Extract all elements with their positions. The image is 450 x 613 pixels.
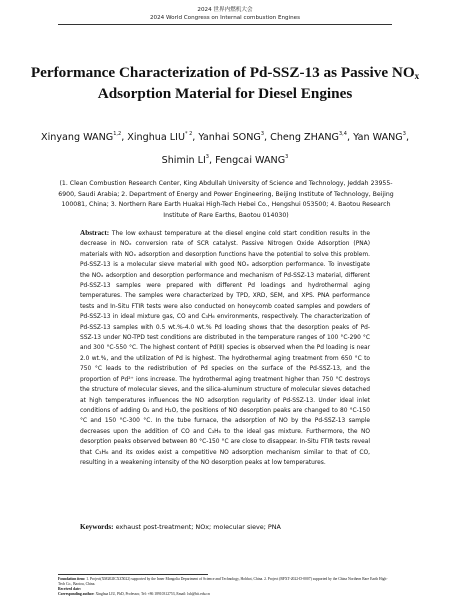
author-name: Shimin LI xyxy=(161,155,206,166)
author-list xyxy=(20,126,430,172)
keywords xyxy=(80,522,370,532)
author-affiliation-mark: 3 xyxy=(285,154,289,160)
author-name: Yan WANG xyxy=(353,132,403,143)
paper-title xyxy=(30,62,420,104)
author-affiliation-mark: 3 xyxy=(402,131,406,137)
conference-header xyxy=(0,6,450,22)
header-divider xyxy=(58,24,392,25)
abstract-label: Abstract: xyxy=(80,229,110,237)
author-affiliation-mark: 3 xyxy=(205,154,209,160)
abstract-text: The low exhaust temperature at the diesel engine cold start condition results in the decrease in NOₓ conversion rate of SCR catalyst. Passive Nitrogen Oxide Adsorption (PNA) materials with NOₓ adsorption and desorption functions have the potential to solve this problem. Pd-SSZ-13 is a molecular sieve material with good NOₓ adsorption performance. To investigate the NOₓ adsorption and desorption performance and mechanism of Pd-SSZ-13 material, different Pd-SSZ-13 samples were prepared with different Pd loadings and hydrothermal aging temperatures. The samples were characterized by TPD, XRD, SEM, and XPS. PNA performance tests and In-Situ FTIR tests were also conducted on honeycomb coated samples and powders of Pd-SSZ-13 in ideal mixture gas, CO and C₃H₆ environments, respectively. The characterization of Pd-SSZ-13 samples with 0.5 wt.%-4.0 wt.% Pd loading shows that the desorption peaks of Pd-SSZ-13 under NO-TPD test conditions are distributed in the temperature ranges of 100 °C-290 °C and 300 °C-550 °C. The highest content of Pd(Ⅱ) species is observed when the Pd loading is near 2.0 wt.%, and the utilization of Pd is highest. The hydrothermal aging treatment from 650 °C to 750 °C leads to the redistribution of Pd species on the surface of the Pd-SSZ-13, and the proportion of Pd²⁺ ions increase. The hydrothermal aging treatment higher than 750 °C destroys the structure of molecular sieves, and the silica-aluminum structure of molecular sieves detached at high temperatures influences the NO adsorption regularity of Pd-SSZ-13. Under ideal inlet conditions of adding O₂ and H₂O, the positions of NO desorption peaks are changed to 80 °C-150 °C and 150 °C-300 °C. In the tube furnace, the adsorption of NO by the Pd-SSZ-13 sample decreases upon the addition of CO and C₃H₆ to the ideal gas mixture. Furthermore, the NO desorption peaks observed between 80 °C-150 °C are close to disappear. In-Situ FTIR tests reveal that C₃H₆ and its oxides exist a competitive NO adsorption mechanism similar to that of CO, resulting in a weakening intensity of the NO desorption peaks at low temperatures. xyxy=(80,231,371,466)
foundation-item xyxy=(58,577,394,587)
author-name: Cheng ZHANG xyxy=(270,132,339,143)
author-name: Xinyang WANG xyxy=(41,132,114,143)
title-line-1 xyxy=(30,62,420,83)
title-line-1-text: Performance Characterization of Pd-SSZ-13 as Passive NO xyxy=(30,64,415,81)
author-affiliation-mark: 3 xyxy=(260,131,265,137)
author-affiliation-mark: 1,2 xyxy=(113,131,122,137)
foundation-label: Foundation item: xyxy=(58,577,86,581)
title-subscript: x xyxy=(414,71,420,81)
author-affiliation-mark: * 2 xyxy=(185,131,193,137)
conference-header-english: 2024 World Congress on Internal combustion Engines xyxy=(149,15,301,21)
footnote-divider xyxy=(58,574,208,575)
author-line-2: Shimin $LI^3$, Fengcai WANG$^3$ xyxy=(161,154,289,166)
keywords-text: exhaust post-treatment; NOx; molecular sieve; PNA xyxy=(115,523,281,531)
author-name: Yanhai SONG xyxy=(198,132,261,143)
corresponding-label: Corresponding author: xyxy=(58,592,95,597)
corresponding-author xyxy=(58,592,394,597)
keywords-label: Keywords: xyxy=(80,523,114,531)
corresponding-text: Xinghua LIU, PhD, Professor, Tel: +86 18910312753, Email: lxh@bit.edu.cn xyxy=(95,592,210,597)
author-name: Xinghua LIU xyxy=(127,132,185,143)
conference-header-chinese: 2024 世界内燃机大会 xyxy=(197,7,253,13)
foundation-text: 1. Project(XM202ICXZ5022) supported by the Inner Mongolia Department of Science and Technology, Hohhot, China. 2. Project (BFXT-2022-D-0007) supported by the China Northern Rare Earth High-Tech Co., Baotou, China. xyxy=(58,577,388,587)
abstract xyxy=(80,228,370,468)
title-line-2: Adsorption Material for Diesel Engines xyxy=(97,85,353,102)
footnote xyxy=(58,577,394,597)
author-name: Fengcai WANG xyxy=(215,155,286,166)
affiliations: (1. Clean Combustion Research Center, King Abdullah University of Science and Technology, Jeddah 23955-6900, Saudi Arabia; 2. Department of Energy and Power Engineering, Beijing Institute of Technology, Beijing 100081, China; 3. Northern Rare Earth Huakai High-Tech Hebei Co., Hengshui 053500; 4. Baotou Research Institute of Rare Earths, Baotou 014030) xyxy=(58,180,394,219)
author-line-1: Xinyang WANG$^{1,2}$, Xinghua LIU$^{* 2}$, Yanhai SONG$^3$, Cheng ZHANG$^{3,4}$, Yan WANG$^3$, xyxy=(41,131,409,143)
author-affiliation-mark: 3,4 xyxy=(339,131,347,137)
received-label: Received date: xyxy=(58,587,82,592)
